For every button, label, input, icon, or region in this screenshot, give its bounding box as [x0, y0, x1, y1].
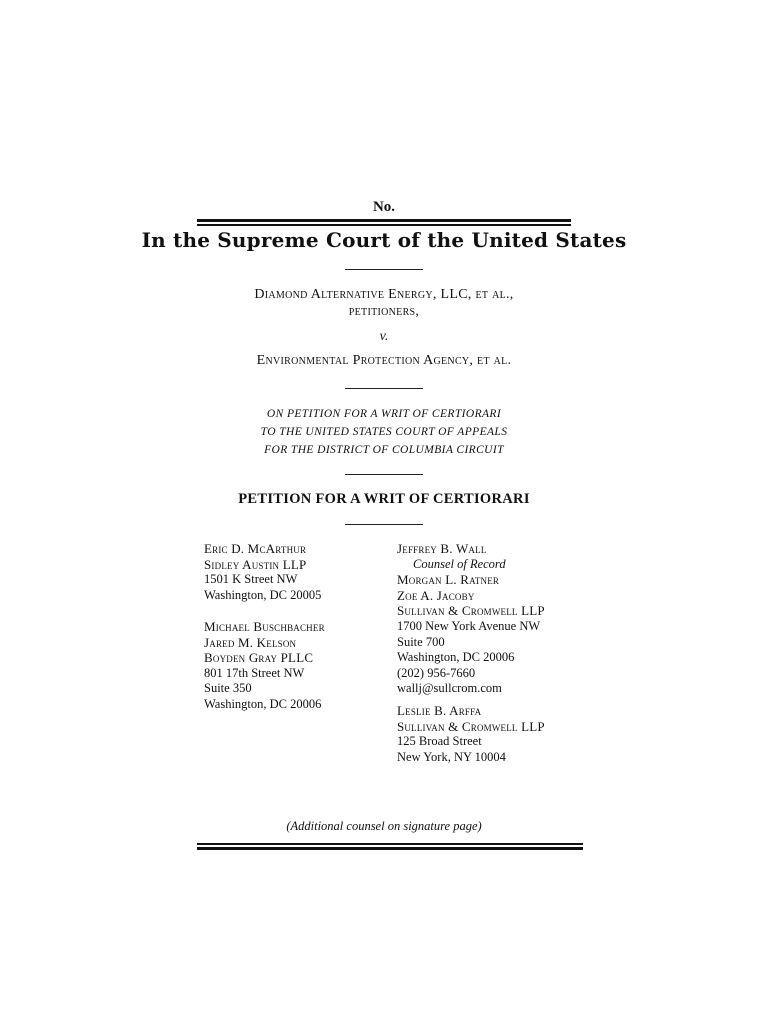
top-rule-thick: [197, 219, 571, 222]
address-city: Washington, DC 20006: [397, 650, 515, 665]
respondent-name: Environmental Protection Agency, et al.: [256, 353, 512, 368]
address-city: Washington, DC 20005: [204, 587, 322, 602]
address-suite: Suite 350: [204, 681, 252, 696]
proceeding-line-3: FOR THE DISTRICT OF COLUMBIA CIRCUIT: [264, 444, 504, 456]
counsel-name: Morgan L. Ratner: [397, 572, 500, 588]
counsel-name: Zoe A. Jacoby: [397, 587, 475, 603]
versus: v.: [379, 329, 389, 344]
divider-3: [345, 474, 423, 475]
document-title: PETITION FOR A WRIT OF CERTIORARI: [238, 491, 530, 507]
law-firm: Sullivan & Cromwell LLP: [397, 603, 545, 619]
petitioner-name: Diamond Alternative Energy, LLC, et al.,: [254, 287, 514, 302]
counsel-left: [204, 541, 325, 713]
counsel-name: Jared M. Kelson: [204, 634, 297, 650]
court-name: In the Supreme Court of the United States: [141, 228, 627, 252]
address-city: Washington, DC 20006: [204, 696, 322, 711]
proceeding-line-1: ON PETITION FOR A WRIT OF CERTIORARI: [266, 408, 502, 420]
counsel-of-record-name: Jeffrey B. Wall: [397, 541, 487, 556]
address-suite: Suite 700: [397, 634, 445, 649]
divider-4: [345, 524, 423, 525]
address-line: 1501 K Street NW: [204, 572, 298, 587]
counsel-name: Leslie B. Arffa: [397, 702, 482, 718]
divider-2: [345, 388, 423, 389]
counsel-right: [397, 541, 545, 765]
law-firm: Sidley Austin LLP: [204, 556, 307, 572]
law-firm: Sullivan & Cromwell LLP: [397, 718, 545, 734]
additional-counsel-note: (Additional counsel on signature page): [286, 819, 482, 833]
address-line: 801 17th Street NW: [204, 665, 305, 680]
counsel-name: Eric D. McArthur: [204, 541, 307, 556]
email-address: wallj@sullcrom.com: [397, 681, 502, 696]
docket-number: No.: [372, 199, 396, 215]
bottom-rule-thick: [197, 847, 583, 850]
address-line: 1700 New York Avenue NW: [397, 618, 541, 633]
counsel-of-record-label: Counsel of Record: [413, 556, 506, 571]
address-city: New York, NY 10004: [397, 749, 506, 764]
proceeding-line-2: TO THE UNITED STATES COURT OF APPEALS: [260, 426, 508, 438]
phone-number: (202) 956-7660: [397, 665, 476, 680]
law-firm: Boyden Gray PLLC: [204, 650, 314, 666]
top-rule-thin: [197, 224, 571, 226]
counsel-name: Michael Buschbacher: [204, 618, 325, 634]
address-line: 125 Broad Street: [397, 734, 482, 749]
petitioner-role: petitioners,: [348, 304, 420, 319]
divider-1: [345, 269, 423, 270]
bottom-rule-thin: [197, 843, 583, 845]
